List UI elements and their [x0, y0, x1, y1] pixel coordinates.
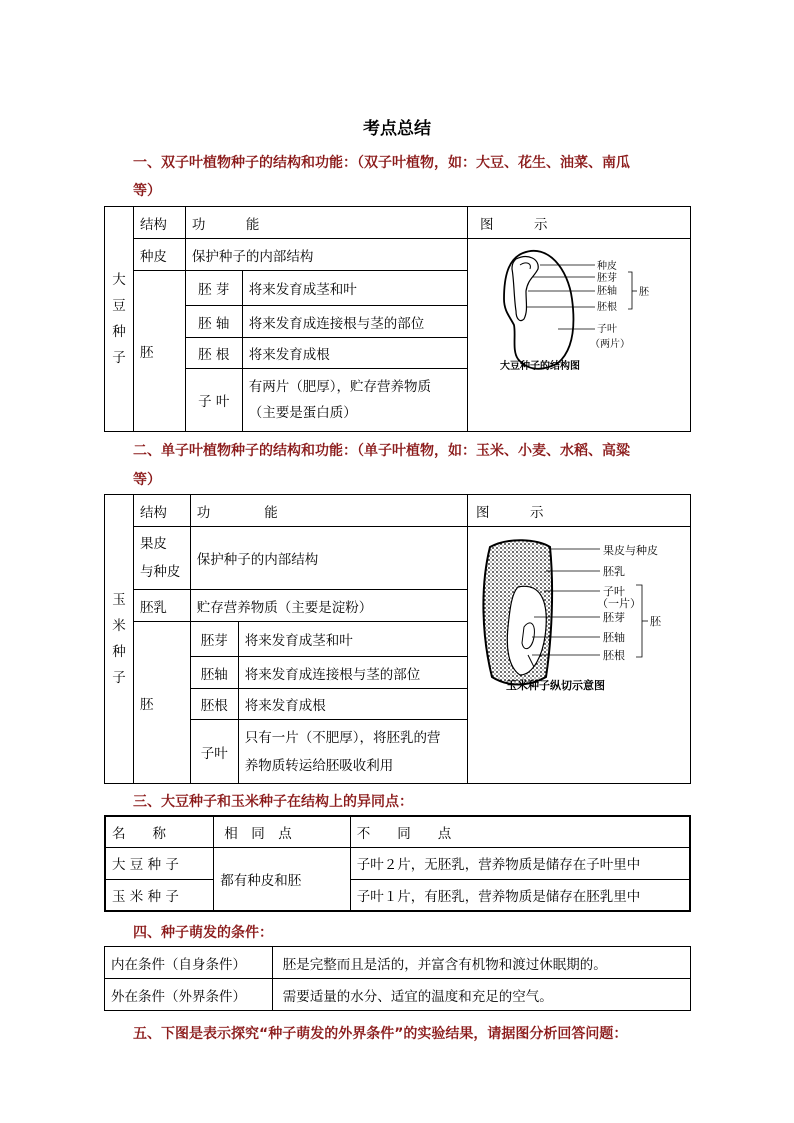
soybean-structure-diagram	[468, 239, 690, 427]
corn-row-name: 玉 米 种 子	[105, 879, 214, 911]
label-plumule: 胚芽	[602, 611, 625, 624]
corn-structure-diagram	[468, 527, 690, 779]
label-endosperm: 胚乳	[602, 565, 625, 578]
label-cotyledon: 子叶	[596, 324, 617, 335]
plumule-function: 将来发育成茎和叶	[238, 622, 467, 657]
header-similarity: 相 同 点	[214, 816, 351, 847]
soybean-name-cell	[105, 207, 134, 432]
char: 种	[112, 324, 126, 340]
label-two-pieces: （两片）	[589, 339, 630, 350]
section4-heading: 四、种子萌发的条件：	[133, 925, 273, 941]
cotyledon-label: 子叶	[190, 720, 238, 784]
pericarp-label-line2: 与种皮	[139, 564, 181, 580]
cotyledon-function-line2: 养物质转运给胚吸收利用	[244, 757, 394, 774]
header-structure: 结构	[133, 207, 185, 239]
header-structure: 结构	[133, 495, 190, 527]
header-function: 功 能	[185, 207, 467, 239]
seed-coat-label: 种皮	[133, 239, 185, 271]
soybean-table	[104, 206, 691, 432]
label-pericarp: 果皮与种皮	[602, 544, 658, 557]
char: 子	[112, 670, 126, 686]
external-condition-desc: 需要适量的水分、适宜的温度和充足的空气。	[272, 979, 690, 1011]
cotyledon-label: 子 叶	[185, 369, 242, 432]
seed-coat-function: 保护种子的内部结构	[185, 239, 467, 271]
header-function: 功 能	[190, 495, 467, 527]
hypocotyl-function: 将来发育成连接根与茎的部位	[238, 657, 467, 689]
similarity-value: 都有种皮和胚	[214, 847, 351, 911]
plumule-label: 胚芽	[190, 622, 238, 657]
page-title: 考点总结	[363, 119, 431, 139]
internal-condition-desc: 胚是完整而且是活的，并富含有机物和渡过休眠期的。	[272, 947, 690, 979]
radicle-function: 将来发育成根	[238, 689, 467, 720]
internal-condition-label: 内在条件（自身条件）	[105, 947, 273, 979]
label-cotyledon: 子叶	[602, 585, 625, 598]
endosperm-function: 贮存营养物质（主要是淀粉）	[190, 590, 467, 622]
section3-heading: 三、大豆种子和玉米种子在结构上的异同点：	[133, 794, 413, 810]
embryo-label: 胚	[133, 622, 190, 784]
char: 玉	[112, 592, 126, 608]
header-figure: 图 示	[467, 207, 690, 239]
section1-heading-line1: 一、双子叶植物种子的结构和功能：（双子叶植物，如：大豆、花生、油菜、南瓜	[133, 155, 630, 171]
endosperm-label: 胚乳	[133, 590, 190, 622]
section5-heading: 五、下图是表示探究“种子萌发的外界条件”的实验结果，请据图分析回答问题：	[133, 1026, 628, 1042]
external-condition-label: 外在条件（外界条件）	[105, 979, 273, 1011]
plumule-function: 将来发育成茎和叶	[242, 271, 467, 306]
cotyledon-function	[242, 369, 467, 432]
embryo-shape	[512, 257, 538, 321]
cotyledon-function-line1: 只有一片（不肥厚），将胚乳的营	[244, 729, 441, 746]
soybean-diagram-cell	[467, 239, 690, 432]
label-embryo: 胚	[649, 615, 661, 628]
char: 种	[112, 644, 126, 660]
soybean-difference: 子叶２片，无胚乳，营养物质是储存在子叶里中	[350, 847, 690, 879]
soybean-caption: 大豆种子的结构图	[499, 361, 580, 372]
label-radicle: 胚根	[596, 302, 617, 313]
section2-heading-line2: 等）	[133, 472, 161, 488]
cotyledon-function-line1: 有两片（肥厚），贮存营养物质	[248, 379, 431, 395]
pericarp-function: 保护种子的内部结构	[190, 527, 467, 590]
char: 大	[112, 272, 126, 288]
hypocotyl-function: 将来发育成连接根与茎的部位	[242, 306, 467, 338]
plumule-label: 胚 芽	[185, 271, 242, 306]
corn-caption: 玉米种子纵切示意图	[505, 679, 605, 692]
corn-table	[104, 494, 691, 784]
label-radicle: 胚根	[602, 649, 625, 662]
embryo-label: 胚	[133, 271, 185, 432]
radicle-label: 胚根	[190, 689, 238, 720]
label-embryo: 胚	[638, 287, 649, 298]
cotyledon-function	[238, 720, 467, 784]
pericarp-label	[133, 527, 190, 590]
label-hypocotyl: 胚轴	[602, 631, 625, 644]
soybean-outline	[504, 251, 573, 369]
cotyledon-function-line2: （主要是蛋白质）	[248, 405, 357, 421]
corn-diagram-cell	[467, 527, 690, 784]
char: 子	[112, 350, 126, 366]
header-name: 名 称	[105, 816, 214, 847]
section2-heading-line1: 二、单子叶植物种子的结构和功能：（单子叶植物，如：玉米、小麦、水稻、高粱	[133, 443, 630, 459]
radicle-function: 将来发育成根	[242, 338, 467, 369]
header-figure: 图 示	[467, 495, 690, 527]
label-hypocotyl: 胚轴	[596, 286, 617, 297]
germination-conditions-table	[104, 946, 691, 1011]
pericarp-label-line1: 果皮	[139, 536, 167, 552]
char: 豆	[112, 298, 126, 314]
section1-heading-line2: 等）	[133, 183, 161, 199]
soybean-row-name: 大 豆 种 子	[105, 847, 214, 879]
label-seed-coat: 种皮	[596, 261, 617, 272]
corn-difference: 子叶１片，有胚乳，营养物质是储存在胚乳里中	[350, 879, 690, 911]
corn-name-cell	[105, 495, 134, 784]
label-one-piece: （一片）	[596, 597, 641, 610]
hypocotyl-label: 胚轴	[190, 657, 238, 689]
header-difference: 不 同 点	[350, 816, 690, 847]
radicle-label: 胚 根	[185, 338, 242, 369]
label-plumule: 胚芽	[596, 273, 617, 284]
comparison-table	[104, 815, 691, 912]
hypocotyl-label: 胚 轴	[185, 306, 242, 338]
char: 米	[112, 618, 126, 634]
